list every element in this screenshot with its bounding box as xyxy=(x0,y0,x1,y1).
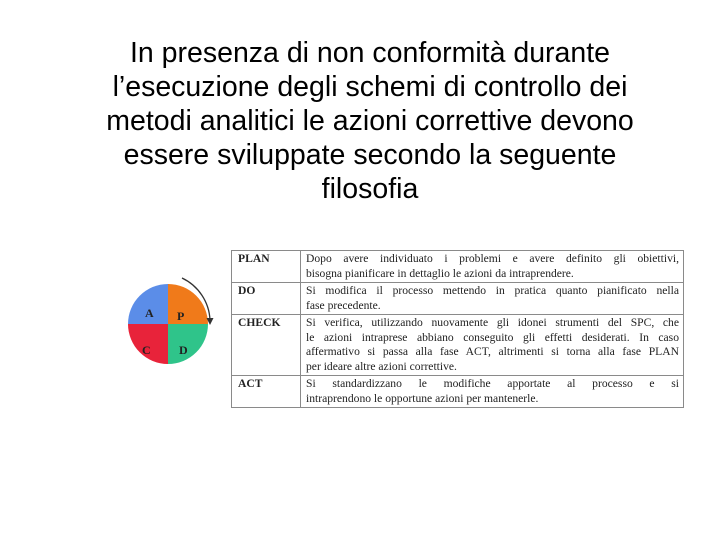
quadrant-label-d: D xyxy=(179,343,188,357)
quadrant-label-p: P xyxy=(177,309,185,323)
phase-description xyxy=(301,315,684,376)
quadrant-d xyxy=(168,324,208,364)
phase-label: DO xyxy=(232,283,301,315)
description-line: Dopo avere individuato i problemi e avere definito gli obiettivi, xyxy=(306,252,679,265)
description-line: Si verifica, utilizzando nuovamente gli idonei strumenti del SPC, che xyxy=(306,316,679,329)
description-line: fase precedente. xyxy=(306,298,381,312)
phase-description xyxy=(301,251,684,283)
description-line: Si standardizzano le modifiche apportate al processo e si xyxy=(306,377,679,390)
phase-label: ACT xyxy=(232,376,301,408)
table-row-do xyxy=(232,283,684,315)
quadrant-label-a: A xyxy=(145,306,154,320)
pdca-cycle-diagram xyxy=(112,268,224,380)
description-line: per ideare altre azioni correttive. xyxy=(306,359,457,373)
title-line: l’esecuzione degli schemi di controllo dei xyxy=(112,71,628,103)
slide-title xyxy=(60,36,680,206)
description-line: le azioni intraprese abbiano conseguito gli effetti desiderati. In caso xyxy=(306,330,679,344)
title-line: filosofia xyxy=(321,173,419,205)
table-row-act xyxy=(232,376,684,408)
description-line: intraprendono le opportune azioni per mantenerle. xyxy=(306,391,539,405)
description-line: affermativo si passa alla fase ACT, altrimenti si torna alla fase PLAN xyxy=(306,345,679,358)
phase-label: PLAN xyxy=(232,251,301,283)
table-row-check xyxy=(232,315,684,376)
phase-description xyxy=(301,283,684,315)
title-line: metodi analitici le azioni correttive devono xyxy=(106,105,634,137)
phase-description xyxy=(301,376,684,408)
phase-label: CHECK xyxy=(232,315,301,376)
title-line: In presenza di non conformità durante xyxy=(129,37,611,69)
pdca-table xyxy=(231,250,684,408)
description-line: bisogna pianificare in dettaglio le azioni da intraprendere. xyxy=(306,266,574,280)
description-line: Si modifica il processo mettendo in pratica quanto pianificato nella xyxy=(306,284,679,297)
quadrant-label-c: C xyxy=(142,343,151,357)
title-line: essere sviluppate secondo la seguente xyxy=(123,139,617,171)
table-row-plan xyxy=(232,251,684,283)
quadrant-p xyxy=(168,284,208,324)
